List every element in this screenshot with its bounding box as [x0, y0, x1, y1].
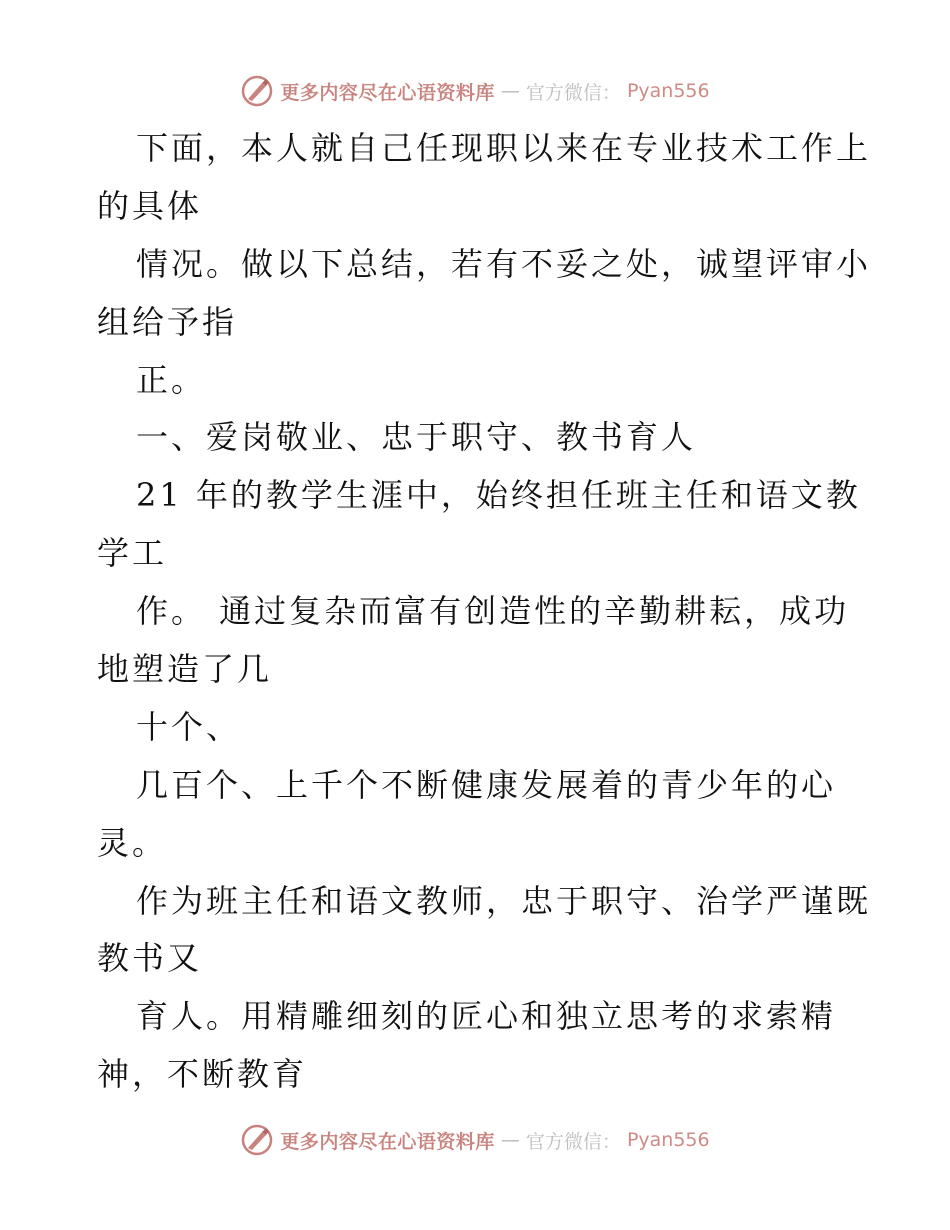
text-line: 育人。用精雕细刻的匠心和独立思考的求索精 — [136, 997, 837, 1036]
text-line: 神，不断教育 — [97, 1055, 308, 1094]
watermark-brand-text: 更多内容尽在心语资料库 — [280, 1130, 495, 1153]
text-line: 情况。做以下总结，若有不妥之处，诚望评审小 — [136, 244, 872, 283]
watermark-dash: — — [500, 80, 520, 102]
text-line: 21 年的教学生涯中，始终担任班主任和语文教 — [136, 476, 861, 515]
watermark-group — [240, 74, 709, 108]
brand-logo-icon — [240, 1123, 274, 1157]
footer-watermark — [0, 1120, 950, 1160]
brand-logo-icon — [240, 74, 274, 108]
header-watermark — [0, 71, 950, 111]
watermark-group — [240, 1123, 709, 1157]
text-line: 十个、 — [136, 707, 242, 746]
text-line: 教书又 — [97, 939, 203, 978]
text-line: 作为班主任和语文教师，忠于职守、治学严谨既 — [136, 881, 872, 920]
section-heading: 一、爱岗敬业、忠于职守、教书育人 — [136, 418, 697, 457]
text-line: 作。 通过复杂而富有创造性的辛勤耕耘，成功 — [136, 592, 850, 631]
text-line: 地塑造了几 — [97, 650, 273, 689]
text-line: 学工 — [97, 534, 168, 573]
document-body — [97, 120, 872, 1104]
watermark-brand-text: 更多内容尽在心语资料库 — [280, 81, 495, 104]
text-line: 正。 — [136, 360, 207, 399]
watermark-wechat-id: Pyan556 — [626, 80, 710, 102]
text-line: 组给予指 — [97, 302, 238, 341]
text-line: 几百个、上千个不断健康发展着的青少年的心 — [136, 765, 837, 804]
text-line: 灵。 — [97, 823, 168, 862]
text-line: 的具体 — [97, 186, 203, 225]
watermark-wechat-id: Pyan556 — [626, 1129, 710, 1151]
text-line: 下面，本人就自己任现职以来在专业技术工作上 — [136, 129, 872, 167]
watermark-wechat-label: 官方微信： — [525, 81, 621, 104]
watermark-wechat-label: 官方微信： — [525, 1130, 621, 1153]
watermark-dash: — — [500, 1129, 520, 1151]
